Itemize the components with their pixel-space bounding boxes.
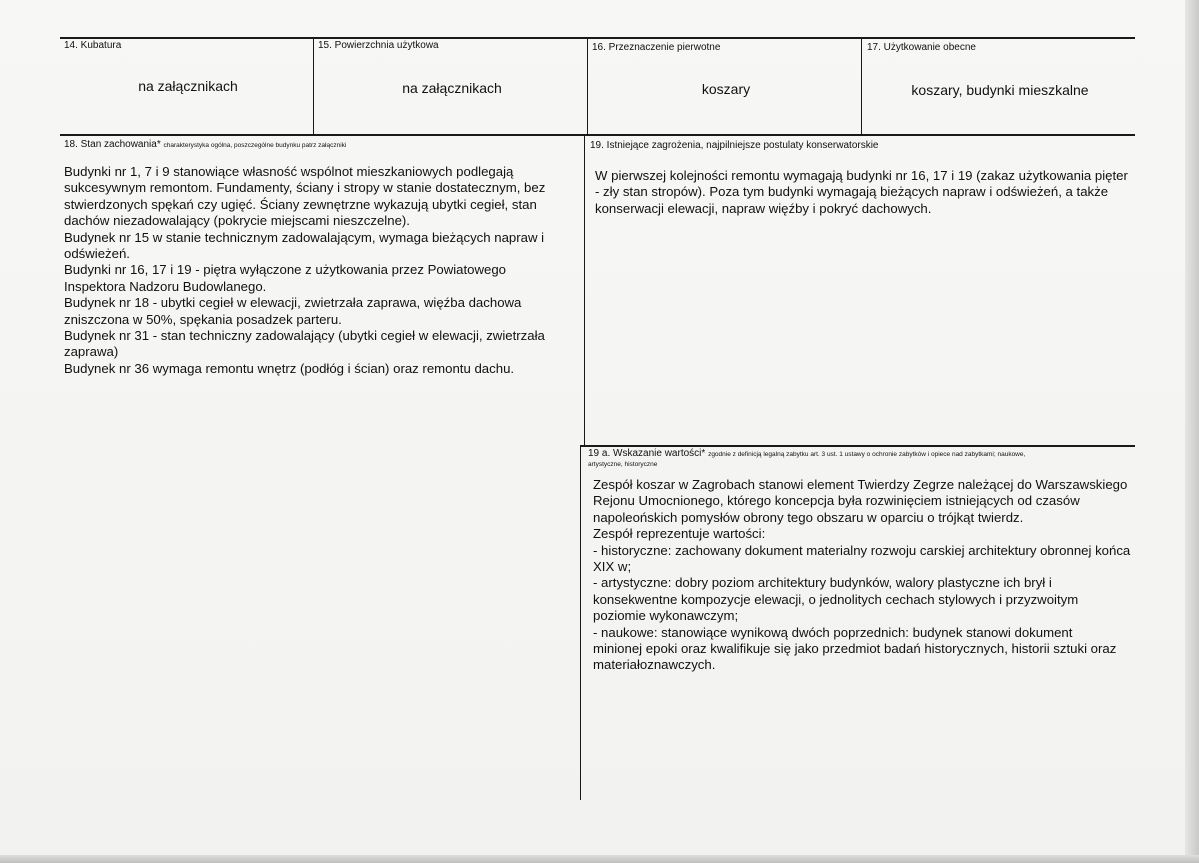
wartosci-line: Zespół koszar w Zagrobach stanowi element Twierdzy Zegrze należącej do Warszawskiego [593, 477, 1128, 492]
kubatura-label: 14. Kubatura [64, 40, 122, 51]
zagrozenia-text [595, 168, 1135, 217]
wartosci-line: - naukowe: stanowiące wynikową dwóch poprzednich: budynek stanowi dokument [593, 624, 1073, 640]
stan-line: zniszczona w 50%, spękania posadzek parteru. [64, 311, 342, 327]
wartosci-note-2: artystyczne, historyczne [588, 461, 658, 468]
stan-line: sukcesywnym remontom. Fundamenty, ściany i stropy w stanie dostatecznym, bez [64, 180, 546, 196]
wartosci-text [593, 477, 1138, 674]
kubatura-value: na załącznikach [138, 78, 238, 94]
divider-14-15 [313, 37, 314, 135]
stan-zachowania-text [64, 164, 579, 377]
stan-zachowania-note: charakterystyka ogólna, poszczególne budynku patrz załączniki [163, 142, 347, 149]
wartosci-line: napoleońskich pomysłów obrony tego obszaru w oparciu o trójkąt twierdz. [593, 509, 1024, 525]
divider-15-16 [587, 37, 588, 135]
powierzchnia-value: na załącznikach [402, 80, 502, 96]
zagrozenia-line: - zły stan stropów). Poza tym budynki wymagają bieżących napraw i odświeżeń, a także [595, 184, 1109, 200]
wartosci-label [588, 448, 1025, 459]
wartosci-line: Rejonu Umocnionego, którego koncepcja była rozwinięciem istniejących od czasów [593, 493, 1080, 509]
wartosci-title: 19 a. Wskazanie wartości* [588, 448, 706, 459]
przeznaczenie-value: koszary [701, 81, 751, 97]
row-19a-top-rule [580, 445, 1135, 447]
zagrozenia-label: 19. Istniejące zagrożenia, najpilniejsze postulaty konserwatorskie [590, 140, 879, 151]
zagrozenia-line: W pierwszej kolejności remontu wymagają budynki nr 16, 17 i 19 (zakaz użytkowania pięter [595, 168, 1128, 183]
paper-edge-bottom [0, 855, 1199, 863]
przeznaczenie-label: 16. Przeznaczenie pierwotne [592, 42, 721, 53]
stan-line: Budynek nr 15 w stanie technicznym zadowalającym, wymaga bieżących napraw i [64, 229, 545, 245]
wartosci-line: konsekwentne kompozycje elewacji, o jednolitych cechach stylowych i przyzwoitym [593, 591, 1079, 607]
row1-bottom-rule [60, 134, 1135, 136]
stan-zachowania-label [64, 139, 346, 150]
stan-line: Budynek nr 36 wymaga remontu wnętrz (podłóg i ścian) oraz remontu dachu. [64, 360, 515, 376]
paper-edge-right [1185, 0, 1199, 863]
stan-line: Budynki nr 1, 7 i 9 stanowiące własność wspólnot mieszkaniowych podlegają [64, 164, 514, 179]
powierzchnia-label: 15. Powierzchnia użytkowa [318, 40, 439, 51]
zagrozenia-line: konserwacji elewacji, napraw więźby i pokryć dachowych. [595, 200, 932, 216]
wartosci-line: - historyczne: zachowany dokument materialny rozwoju carskiej architektury obronnej końca [593, 542, 1131, 558]
stan-line: Budynek nr 31 - stan techniczny zadowalający (ubytki cegieł w elewacji, zwietrzała [64, 328, 545, 344]
divider-18-19 [584, 135, 585, 445]
stan-line: Budynek nr 18 - ubytki cegieł w elewacji, zwietrzała zaprawa, więźba dachowa [64, 295, 522, 311]
stan-line: dachów niezadowalający (pokrycie miejscami nieszczelne). [64, 213, 410, 229]
stan-line: odświeżeń. [64, 246, 130, 262]
wartosci-line: poziomie wykonawczym; [593, 608, 739, 624]
stan-line: zaprawa) [64, 344, 119, 360]
stan-line: stwierdzonych spękań czy ugięć. Ściany zewnętrzne wykazują ubytki cegieł, stan [64, 196, 537, 212]
wartosci-line: XIX w; [593, 559, 632, 575]
divider-18-19a [580, 445, 581, 800]
wartosci-line: minionej epoki oraz kwalifikuje się jako przedmiot badań historycznych, historii sztuki oraz [593, 641, 1117, 657]
stan-zachowania-title: 18. Stan zachowania* [64, 139, 161, 150]
wartosci-note-1: zgodnie z definicją legalną zabytku art. 3 ust. 1 ustawy o ochronie zabytków i opiece nad zabytkami; naukowe, [708, 451, 1026, 458]
wartosci-line: - artystyczne: dobry poziom architektury budynków, walory plastyczne ich brył i [593, 575, 1052, 591]
stan-line: Inspektora Nadzoru Budowlanego. [64, 278, 267, 294]
wartosci-line: materiałoznawczych. [593, 657, 716, 673]
divider-16-17 [861, 37, 862, 135]
stan-line: Budynki nr 16, 17 i 19 - piętra wyłączone z użytkowania przez Powiatowego [64, 262, 507, 278]
uzytkowanie-value: koszary, budynki mieszkalne [911, 82, 1089, 98]
wartosci-line: Zespół reprezentuje wartości: [593, 526, 766, 542]
uzytkowanie-label: 17. Użytkowanie obecne [867, 42, 976, 53]
top-rule [60, 37, 1135, 39]
